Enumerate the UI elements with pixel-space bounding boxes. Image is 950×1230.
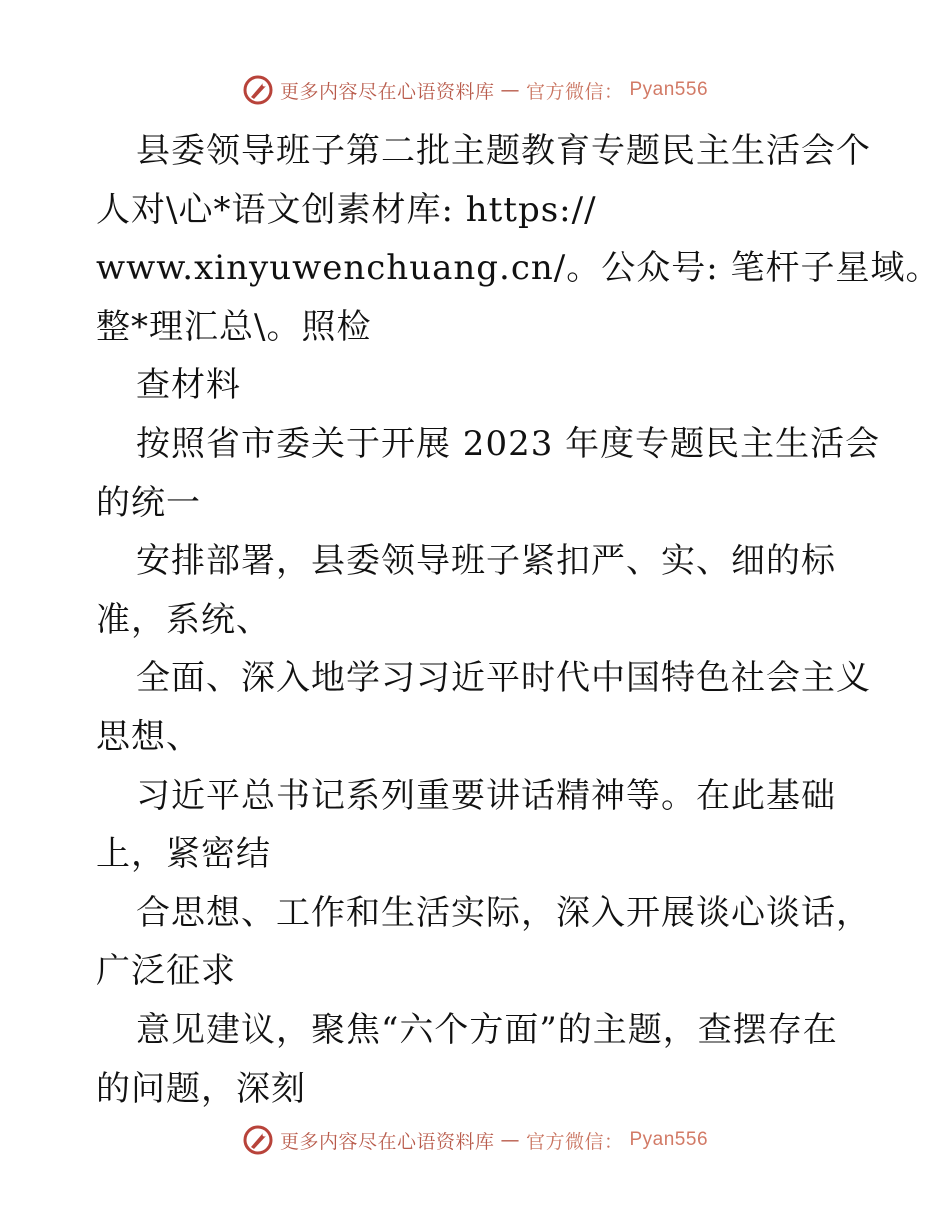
text-line: 广泛征求 (96, 951, 236, 992)
footer-watermark-banner (0, 1120, 950, 1160)
banner-separator: — (500, 79, 520, 101)
banner-wechat-label: 官方微信： (525, 80, 624, 103)
text-line: 安排部署，县委领导班子紧扣严、实、细的标 (136, 541, 836, 582)
text-line: 思想、 (96, 716, 201, 757)
header-watermark-banner (0, 70, 950, 110)
pen-nib-logo-icon (242, 1124, 274, 1156)
banner-separator: — (500, 1129, 520, 1151)
banner-wechat-handle: Pyan556 (629, 79, 709, 100)
text-line: 意见建议，聚焦“六个方面”的主题，查摆存在 (136, 1009, 838, 1050)
document-body (96, 122, 941, 1118)
banner-text: 更多内容尽在心语资料库 (279, 80, 495, 103)
text-line: 县委领导班子第二批主题教育专题民主生活会个 (136, 131, 871, 171)
pen-nib-logo-icon (242, 74, 274, 106)
text-line: 的统一 (96, 482, 201, 523)
text-line: 全面、深入地学习习近平时代中国特色社会主义 (136, 658, 871, 699)
banner-wechat-handle: Pyan556 (629, 1129, 709, 1150)
text-line: 按照省市委关于开展 2023 年度专题民主生活会 (136, 423, 881, 464)
text-line: 准，系统、 (96, 599, 271, 640)
text-line: 整*理汇总\。照检 (96, 306, 372, 347)
text-line: 合思想、工作和生活实际，深入开展谈心谈话， (136, 892, 871, 933)
text-line: 上，紧密结 (96, 834, 271, 875)
text-line: 人对\心*语文创素材库: https:// (96, 189, 597, 230)
text-line: 习近平总书记系列重要讲话精神等。在此基础 (136, 775, 836, 816)
text-line: 的问题，深刻 (96, 1068, 306, 1109)
text-line: 查材料 (136, 365, 241, 406)
text-line: www.xinyuwenchuang.cn/。公众号: 笔杆子星域。 (96, 248, 941, 289)
banner-wechat-label: 官方微信： (525, 1130, 624, 1153)
banner-text: 更多内容尽在心语资料库 (279, 1130, 495, 1153)
